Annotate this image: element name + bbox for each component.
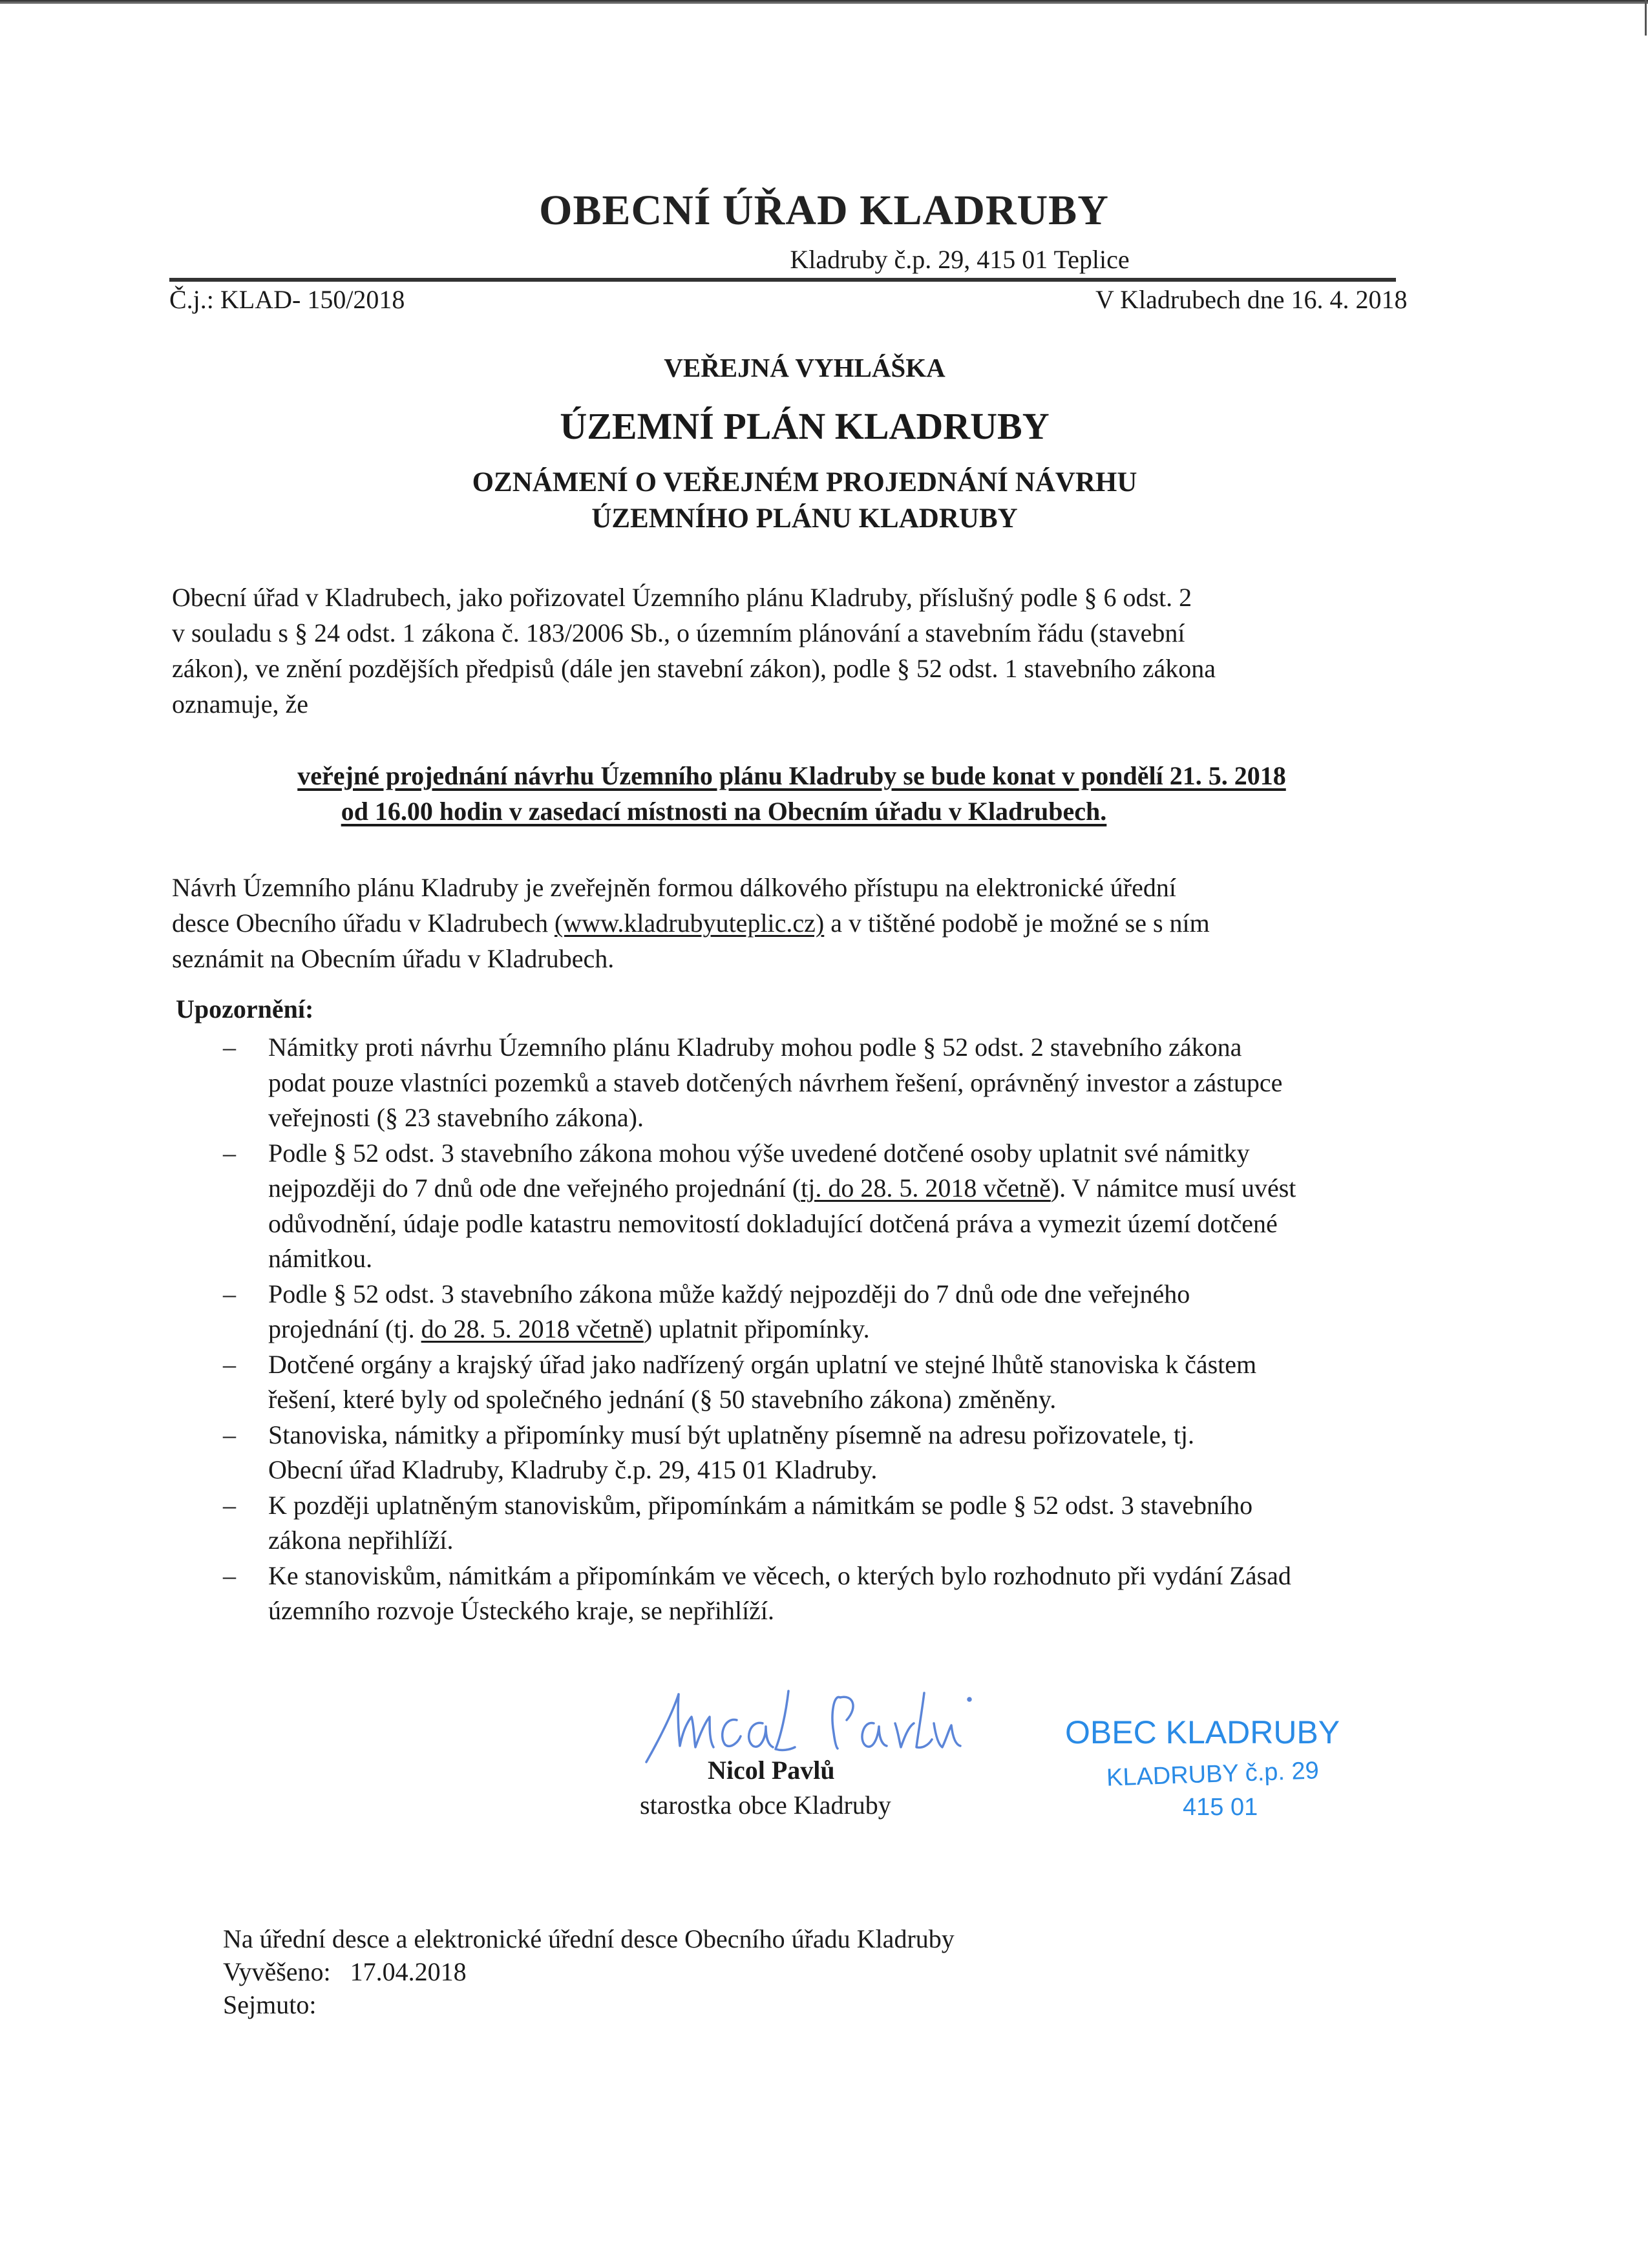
notice-type-heading: VEŘEJNÁ VYHLÁŠKA	[664, 353, 945, 383]
notice-item	[176, 1347, 1296, 1418]
place-date: V Kladrubech dne 16. 4. 2018	[1095, 285, 1408, 314]
dash-bullet-icon: –	[223, 1138, 236, 1168]
office-title: OBECNÍ ÚŘAD KLADRUBY	[539, 187, 1109, 234]
notice-line: územního rozvoje Ústeckého kraje, se nepřihlíží.	[268, 1596, 775, 1625]
posted-date: 17.04.2018	[350, 1957, 467, 1986]
official-stamp-line2: KLADRUBY č.p. 29	[1106, 1757, 1320, 1792]
notice-line: námitkou.	[268, 1244, 373, 1273]
notices-list	[176, 1030, 1296, 1629]
website-link[interactable]: (www.kladrubyuteplic.cz)	[555, 908, 825, 938]
dash-bullet-icon: –	[223, 1490, 236, 1520]
meeting-location-text: od 16.00 hodin v zasedací místnosti na Obecním úřadu v Kladrubech.	[341, 797, 1107, 826]
posted-label: Vyvěšeno:	[223, 1957, 331, 1986]
posted-row	[223, 1955, 955, 1988]
notice-item	[176, 1030, 1296, 1136]
publication-line: seznámit na Obecním úřadu v Kladrubech.	[172, 944, 615, 973]
notice-line: Dotčené orgány a krajský úřad jako nadřízený orgán uplatní ve stejné lhůtě stanoviska k částem	[268, 1349, 1257, 1379]
intro-line: oznamuje, že	[172, 689, 308, 719]
removed-row	[223, 1988, 955, 2021]
notice-line: řešení, které byly od společného jednání (§ 50 stavebního zákona) změněny.	[268, 1385, 1057, 1414]
notice-line: Ke stanoviskům, námitkám a připomínkám ve věcech, o kterých bylo rozhodnuto při vydání Zásad	[268, 1560, 1291, 1590]
meeting-announcement-line2	[0, 793, 1548, 829]
notice-line: odůvodnění, údaje podle katastru nemovitostí dokladující dotčená práva a vymezit území dotčené	[268, 1208, 1278, 1238]
notice-text: projednání (tj.	[268, 1314, 421, 1343]
notice-text: ) uplatnit připomínky.	[643, 1314, 870, 1343]
announcement-heading-line2: ÚZEMNÍHO PLÁNU KLADRUBY	[591, 503, 1018, 534]
deadline-text: tj. do 28. 5. 2018 včetně	[801, 1173, 1051, 1202]
scan-edge-top	[0, 0, 1648, 4]
office-address: Kladruby č.p. 29, 415 01 Teplice	[790, 245, 1130, 274]
official-stamp-line1: OBEC KLADRUBY	[1065, 1714, 1340, 1750]
intro-line: v souladu s § 24 odst. 1 zákona č. 183/2006 Sb., o územním plánování a stavebním řádu (stavební	[172, 618, 1185, 647]
notice-line: podat pouze vlastníci pozemků a staveb dotčených návrhem řešení, oprávněný investor a zástupce	[268, 1067, 1283, 1097]
posting-record	[223, 1922, 955, 2021]
notice-text: nejpozději do 7 dnů ode dne veřejného projednání (	[268, 1173, 801, 1202]
notice-line: Podle § 52 odst. 3 stavebního zákona mohou výše uvedené dotčené osoby uplatnit své námitky	[268, 1138, 1250, 1168]
official-stamp-line3: 415 01	[1183, 1794, 1258, 1821]
notice-item	[176, 1136, 1296, 1277]
notice-item	[176, 1559, 1296, 1629]
meeting-date-text: veřejné projednání návrhu Územního plánu Kladruby se bude konat v pondělí 21. 5. 2018	[297, 761, 1286, 790]
handwritten-signature-icon	[640, 1688, 976, 1765]
notice-line	[268, 1312, 1296, 1347]
publication-text: a v tištěné podobě je možné se s ním	[824, 908, 1210, 938]
publication-text: desce Obecního úřadu v Kladrubech	[172, 908, 555, 938]
dash-bullet-icon: –	[223, 1279, 236, 1308]
notice-line: veřejnosti (§ 23 stavebního zákona).	[268, 1103, 644, 1132]
notice-text: ). V námitce musí uvést	[1050, 1173, 1296, 1202]
notice-line	[268, 1171, 1296, 1206]
signer-name: Nicol Pavlů	[708, 1756, 835, 1785]
removed-label: Sejmuto:	[223, 1990, 317, 2019]
subject-heading: ÚZEMNÍ PLÁN KLADRUBY	[560, 405, 1050, 447]
intro-line: Obecní úřad v Kladrubech, jako pořizovatel Územního plánu Kladruby, příslušný podle § 6 odst. 2	[172, 583, 1192, 612]
scan-edge-right	[1645, 0, 1647, 36]
notice-line: Námitky proti návrhu Územního plánu Kladruby mohou podle § 52 odst. 2 stavebního zákona	[268, 1033, 1242, 1062]
publication-line	[172, 905, 1210, 941]
notice-item	[176, 1418, 1296, 1488]
signer-role: starostka obce Kladruby	[640, 1790, 891, 1820]
intro-paragraph	[172, 580, 1216, 722]
letterhead-rule	[169, 278, 1396, 282]
intro-line: zákon), ve znění pozdějších předpisů (dále jen stavební zákon), podle § 52 odst. 1 stavebního zákona	[172, 654, 1216, 683]
notice-item	[176, 1488, 1296, 1559]
reference-number: Č.j.: KLAD- 150/2018	[169, 285, 405, 314]
notice-line: Podle § 52 odst. 3 stavebního zákona může každý nejpozději do 7 dnů ode dne veřejného	[268, 1279, 1190, 1308]
notice-line: K později uplatněným stanoviskům, připomínkám a námitkám se podle § 52 odst. 3 stavebního	[268, 1490, 1253, 1520]
notices-heading: Upozornění:	[176, 994, 314, 1024]
publication-paragraph	[172, 870, 1210, 976]
dash-bullet-icon: –	[223, 1349, 236, 1379]
notice-line: Stanoviska, námitky a připomínky musí být uplatněny písemně na adresu pořizovatele, tj.	[268, 1420, 1195, 1449]
dash-bullet-icon: –	[223, 1033, 236, 1062]
board-text: Na úřední desce a elektronické úřední desce Obecního úřadu Kladruby	[223, 1924, 955, 1953]
dash-bullet-icon: –	[223, 1420, 236, 1449]
publication-line: Návrh Územního plánu Kladruby je zveřejněn formou dálkového přístupu na elektronické úřední	[172, 873, 1176, 902]
dash-bullet-icon: –	[223, 1560, 236, 1590]
notice-item	[176, 1277, 1296, 1347]
notice-line: zákona nepřihlíží.	[268, 1526, 454, 1555]
deadline-text: do 28. 5. 2018 včetně	[421, 1314, 644, 1343]
notice-line: Obecní úřad Kladruby, Kladruby č.p. 29, 415 01 Kladruby.	[268, 1455, 878, 1484]
announcement-heading-line1: OZNÁMENÍ O VEŘEJNÉM PROJEDNÁNÍ NÁVRHU	[472, 467, 1137, 498]
meeting-announcement-line1	[0, 758, 1616, 793]
